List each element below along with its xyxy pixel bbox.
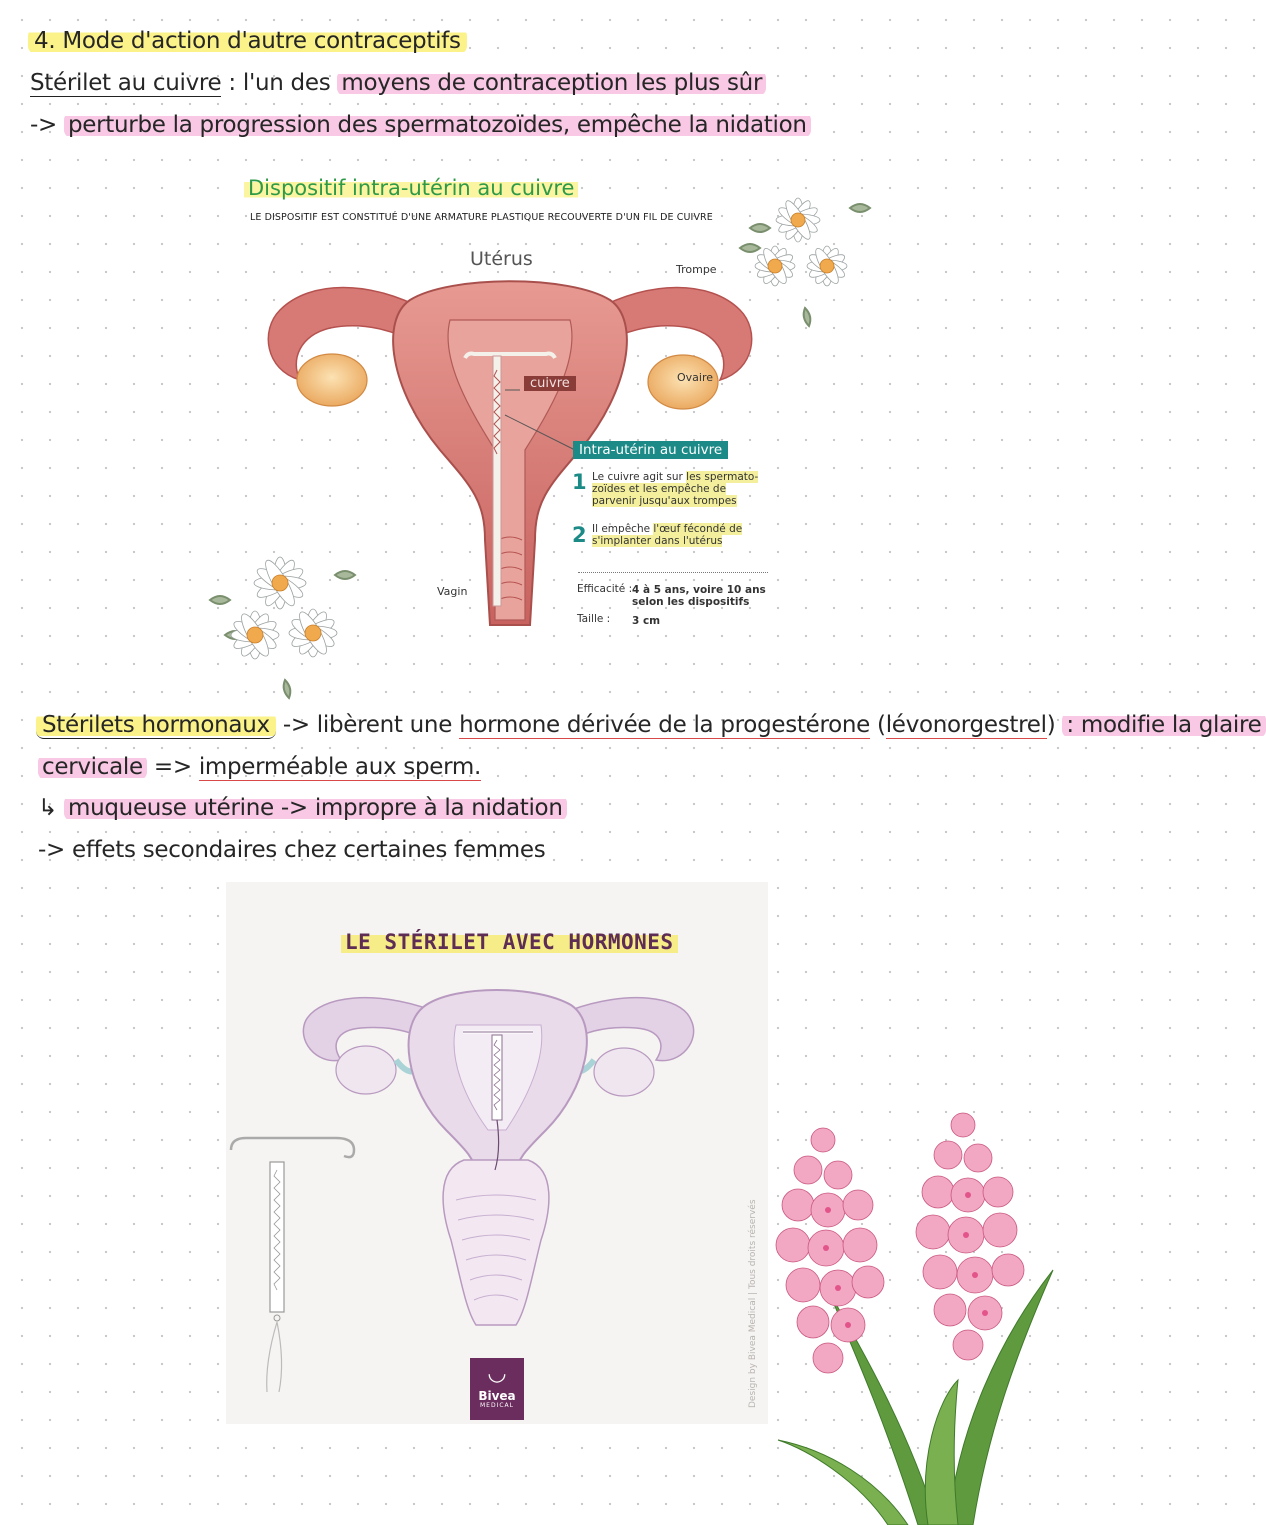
hormonal-line-2: cervicale => imperméable aux sperm. — [38, 754, 481, 780]
hormonal-line-4: -> effets secondaires chez certaines femmes — [38, 837, 546, 863]
copper-effect: perturbe la progression des spermatozoïdes, empêche la nidation — [64, 112, 811, 138]
hyacinth-illustration — [768, 1100, 1068, 1525]
hormone-phrase: hormone dérivée de la progestérone — [459, 712, 871, 738]
efficacite-label: Efficacité : — [577, 583, 633, 595]
hyacinth-left-spike — [776, 1128, 884, 1373]
point-1-number: 1 — [572, 470, 587, 494]
impermeable-phrase: imperméable aux sperm. — [198, 754, 482, 780]
taille-label: Taille : — [577, 613, 611, 625]
copper-iud-term: Stérilet au cuivre — [30, 70, 222, 96]
right-ovary-light — [594, 1048, 654, 1096]
figure-copper-title: Dispositif intra-utérin au cuivre — [244, 176, 578, 200]
label-vagin: Vagin — [437, 585, 468, 598]
image-credit: Design by Bivea Medical | Tous droits réservés — [748, 1199, 758, 1408]
point-2-text: Il empêche l'œuf fécondé de s'implanter dans l'utérus — [592, 523, 743, 547]
levonorgestrel: lévonorgestrel — [885, 712, 1047, 738]
daisy-illustration-top — [730, 178, 870, 328]
hormonal-line-3: ↳ muqueuse utérine -> impropre à la nidation — [38, 795, 567, 821]
label-device: Intra-utérin au cuivre — [573, 441, 728, 459]
figure-copper-subtitle: LE DISPOSITIF EST CONSTITUÉ D'UNE ARMATURE PLASTIQUE RECOUVERTE D'UN FIL DE CUIVRE — [250, 212, 713, 223]
point-1-text: Le cuivre agit sur les spermato-zoïdes et les empêche de parvenir jusqu'aux trompes — [592, 471, 759, 507]
glaire-effect: : modifie la glaire — [1062, 712, 1265, 738]
label-trompe: Trompe — [676, 263, 717, 276]
bivea-logo: ◡ Bivea MEDICAL — [470, 1358, 524, 1420]
hormonal-iud-term: Stérilets hormonaux — [36, 712, 276, 739]
point-2-number: 2 — [572, 523, 587, 547]
efficacite-value: 4 à 5 ans, voire 10 ans selon les dispositifs — [632, 584, 766, 608]
heading: 4. Mode d'action d'autre contraceptifs — [28, 28, 467, 54]
copper-highlight: moyens de contraception les plus sûr — [337, 70, 766, 96]
label-cuivre: cuivre — [524, 376, 576, 391]
taille-value: 3 cm — [632, 615, 661, 627]
hormonal-line-1: Stérilets hormonaux -> libèrent une hormone dérivée de la progestérone (lévonorgestrel) : modifie la glaire — [36, 712, 1266, 738]
hyacinth-right-spike — [916, 1113, 1024, 1360]
hormonal-iud-diagram — [226, 980, 768, 1400]
standalone-iud-arms — [231, 1138, 354, 1157]
copper-effect-line: -> perturbe la progression des spermatozoïdes, empêche la nidation — [30, 112, 811, 138]
label-ovaire: Ovaire — [677, 371, 714, 384]
left-ovary — [297, 354, 367, 406]
daisy-illustration-left — [205, 535, 360, 700]
left-ovary-light — [336, 1046, 396, 1094]
vagina-light — [443, 1160, 549, 1325]
figure-hormonal-title: LE STÉRILET AVEC HORMONES — [341, 930, 678, 954]
muqueuse-phrase: muqueuse utérine -> impropre à la nidation — [64, 795, 567, 821]
label-uterus: Utérus — [470, 248, 533, 270]
copper-iud-line: Stérilet au cuivre : l'un des moyens de contraception les plus sûr — [30, 70, 766, 96]
